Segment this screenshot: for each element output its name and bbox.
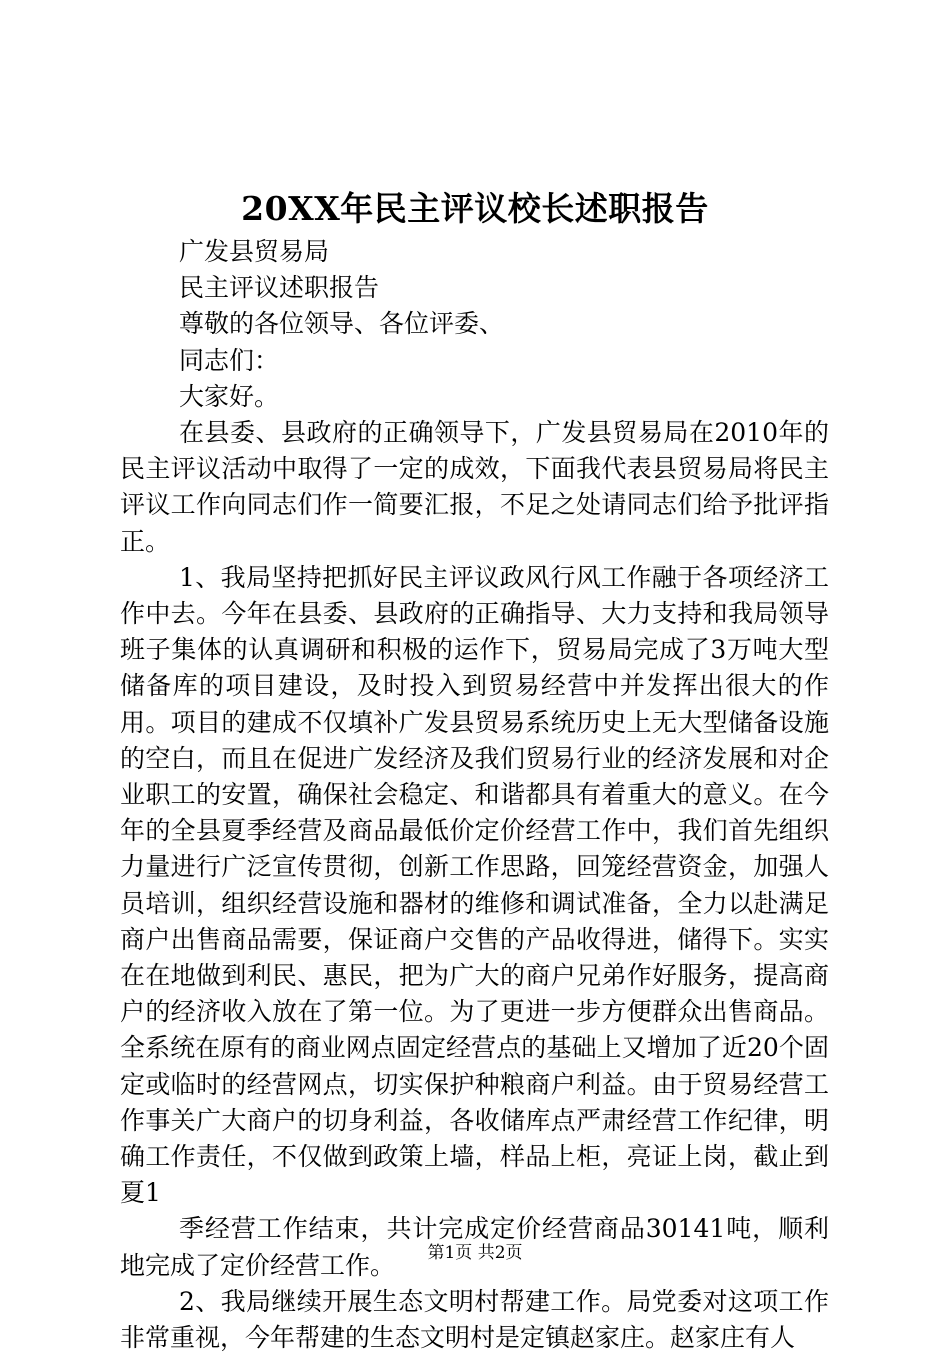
paragraph-greeting: 大家好。: [179, 381, 280, 411]
paragraph-salutation-comrades: 同志们：: [179, 345, 280, 375]
paragraph-section-1-continued: 季经营工作结束，共计完成定价经营商品30141吨，顺利地完成了定价经营工作。: [120, 1214, 829, 1280]
paragraph-section-2: 2、我局继续开展生态文明村帮建工作。局党委对这项工作非常重视，今年帮建的生态文明村是定镇赵家庄。赵家庄有人: [120, 1286, 829, 1353]
document-body: [120, 234, 829, 1356]
paragraph-salutation-leaders: 尊敬的各位领导、各位评委、: [179, 309, 505, 339]
paragraph-section-1: 1、我局坚持把抓好民主评议政风行风工作融于各项经济工作中去。今年在县委、县政府的正确指导、大力支持和我局领导班子集体的认真调研和积极的运作下，贸易局完成了3万吨大型储备库的项目建设，及时投入到贸易经营中并发挥出很大的作用。项目的建成不仅填补广发县贸易系统历史上无大型储备设施的空白，而且在促进广发经济及我们贸易行业的经济发展和对企业职工的安置，确保社会稳定、和谐都具有着重大的意义。在今年的全县夏季经营及商品最低价定价经营工作中，我们首先组织力量进行广泛宣传贯彻，创新工作思路，回笼经营资金，加强人员培训，组织经营设施和器材的维修和调试准备，全力以赴满足商户出售商品需要，保证商户交售的产品收得进，储得下。实实在在地做到利民、惠民，把为广大的商户兄弟作好服务，提高商户的经济收入放在了第一位。为了更进一步方便群众出售商品。全系统在原有的商业网点固定经营点的基础上又增加了近20个固定或临时的经营网点，切实保护种粮商户利益。由于贸易经营工作事关广大商户的切身利益，各收储库点严肃经营工作纪律，明确工作责任，不仅做到政策上墙，样品上柜，亮证上岗，截止到夏1: [120, 562, 829, 1208]
paragraph-organization: 广发县贸易局: [179, 237, 330, 266]
page-footer: 第1页 共2页: [427, 1243, 523, 1263]
paragraph-introduction: 在县委、县政府的正确领导下，广发县贸易局在2010年的民主评议活动中取得了一定的成效，下面我代表县贸易局将民主评议工作向同志们作一简要汇报，不足之处请同志们给予批评指正。: [120, 418, 829, 556]
document-title: 20XX年民主评议校长述职报告: [241, 189, 709, 228]
paragraph-report-name: 民主评议述职报告: [179, 273, 380, 303]
